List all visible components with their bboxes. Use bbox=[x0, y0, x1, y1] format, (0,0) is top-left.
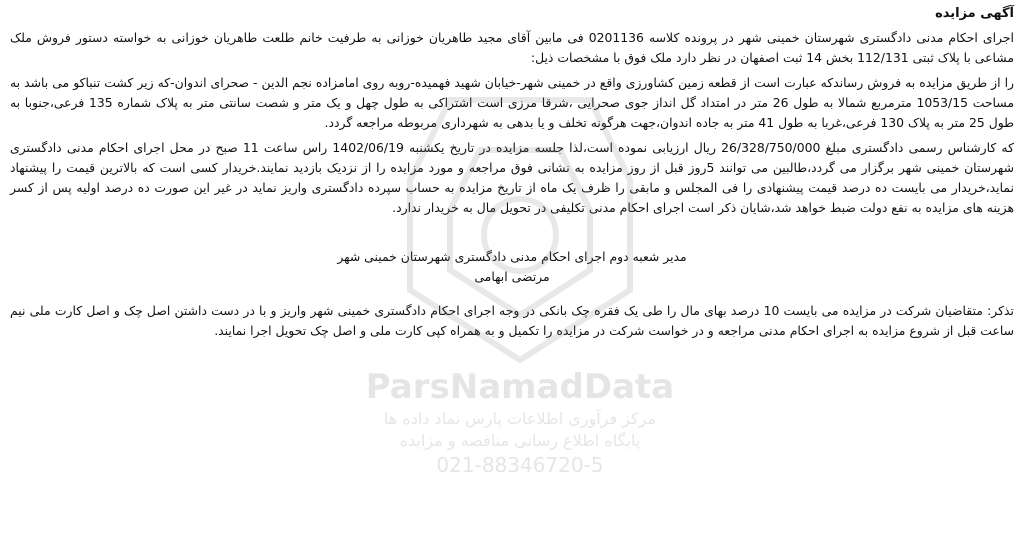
notice-paragraph-1: اجرای احکام مدنی دادگستری شهرستان خمینی شهر در پرونده کلاسه 0201136 فی مابین آقای مجید طاهریان خوزانی به طرفیت خانم طلعت طاهریان خوزانی به خواسته دستور فروش ملک مشاعی با پلاک ثبتی 112/131 بخش 14 ثبت اصفهان در نظر دارد ملک فوق با مشخصات ذیل: bbox=[10, 30, 1014, 65]
watermark-phone: 021-88346720-5 bbox=[436, 453, 604, 477]
spacer bbox=[10, 287, 1014, 301]
watermark-brand: ParsNamadData bbox=[365, 367, 675, 407]
signature-block bbox=[10, 247, 1014, 287]
watermark-line-1: مرکز فرآوری اطلاعات پارس نماد داده ها bbox=[383, 409, 657, 428]
notice-paragraph-2: را از طریق مزایده به فروش رساندکه عبارت است از قطعه زمین کشاورزی واقع در خمینی شهر-خیابان شهید فهمیده-روبه روی امامزاده نجم الدین - صحرای اندوان-که زیر کشت تنباکو می باشد به مساحت 1053/15 مترمربع شمالا به طول 26 متر در امتداد گل انداز جوی صحرایی ،شرقا مرزی است اشتراکی به طول چهل و یک متر و شصت سانتی متر به پلاک شماره 135 فرعی،جنوبا به طول 25 متر به پلاک 130 فرعی،غربا به طول 41 متر به جاده اندوان،جهت هرگونه تخلف و یا بدهی به شهرداری مربوطه مراجعه گردد. bbox=[10, 75, 1014, 130]
signature-name: مرتضی ابهامی bbox=[474, 269, 550, 284]
watermark-line-2: پایگاه اطلاع رسانی مناقصه و مزایده bbox=[399, 431, 641, 450]
spacer bbox=[10, 223, 1014, 247]
signature-title: مدیر شعبه دوم اجرای احکام مدنی دادگستری شهرستان خمینی شهر bbox=[337, 249, 687, 264]
notice-paragraph-3: که کارشناس رسمی دادگستری مبلغ 26/328/750/000 ریال ارزیابی نموده است،لذا جلسه مزایده در تاریخ یکشنبه 1402/06/19 راس ساعت 11 صبح در محل اجرای احکام مدنی دادگستری شهرستان خمینی شهر برگزار می گردد،طالبین می توانند 5روز قبل از روز مزایده به نشانی فوق مراجعه و مورد مزایده را از نزدیک بازدید نمایند.خریدار کسی است که بالاترین قیمت را پیشنهاد نماید،خریدار می بایست ده درصد قیمت پیشنهادی را فی المجلس و مابقی را ظرف یک ماه از تاریخ مزایده به حساب سپرده دادگستری واریز نماید در غیر این صورت ده درصد اولیه پس از کسر هزینه های مزایده به نفع دولت ضبط خواهد شد،شایان ذکر است اجرای احکام مدنی تکلیفی در تحویل مال به خریدار ندارد. bbox=[10, 140, 1014, 215]
notice-note: تذکر: متقاضیان شرکت در مزایده می بایست 10 درصد بهای مال را طی یک فقره چک بانکی در وجه اجرای احکام دادگستری خمینی شهر واریز و با در دست داشتن اصل چک و اصل کارت ملی نیم ساعت قبل از شروع مزایده به اجرای احکام مدنی مراجعه و در خواست شرکت در مزایده را تکمیل و به همراه کپی کارت ملی و اصل چک تحویل اجرا نمایند. bbox=[10, 303, 1014, 338]
notice-title: آگهی مزایده bbox=[935, 6, 1014, 21]
